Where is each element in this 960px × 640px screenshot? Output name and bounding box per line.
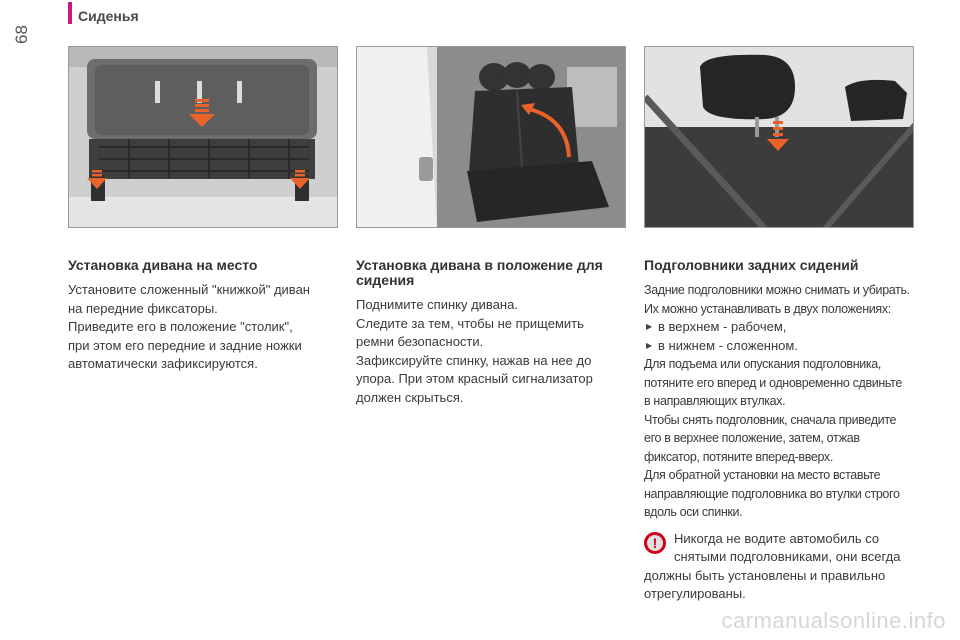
text-line: Зафиксируйте спинку, нажав на нее до [356, 352, 592, 368]
text-line: в направляющих втулках. [644, 394, 786, 408]
column-bench-install [68, 258, 338, 374]
text-line: должен скрыться. [356, 389, 464, 405]
text-line: Установите сложенный "книжкой" диван [68, 282, 310, 297]
text-line: вдоль оси спинки. [644, 505, 743, 519]
text-line: Чтобы снять подголовник, сначала приведите [644, 412, 897, 427]
text-line: автоматически зафиксируются. [68, 356, 258, 371]
text-line: Для подъема или опускания подголовника, [644, 357, 882, 371]
text-line: упора. При этом красный сигнализатор [356, 371, 593, 386]
heading-bench-seating [356, 258, 626, 288]
text-line: Задние подголовники можно снимать и убирать. [644, 283, 910, 297]
heading-headrests: Подголовники задних сидений [644, 257, 859, 273]
page-number: 68 [12, 25, 31, 44]
section-accent-bar [68, 2, 72, 24]
text-line: ремни безопасности. [356, 334, 484, 349]
column-bench-seating [356, 258, 626, 407]
watermark: carmanualsonline.info [721, 608, 946, 633]
section-title: Сиденья [78, 8, 139, 24]
photo-folded-bench [68, 46, 338, 228]
column-headrests [644, 258, 920, 604]
photo-bench-seating [356, 46, 626, 228]
warning-line: отрегулированы. [644, 586, 746, 601]
text-line: направляющие подголовника во втулки строго [644, 486, 900, 501]
text-line: при этом его передние и задние ножки [68, 337, 302, 353]
heading-line: Установка дивана в положение для [356, 257, 603, 273]
warning-icon: ! [644, 532, 666, 554]
heading-bench-install: Установка дивана на место [68, 257, 258, 273]
text-line: Следите за тем, чтобы не прищемить [356, 315, 584, 331]
bullet-item: ▶ в нижнем - сложенном. [644, 337, 920, 356]
warning-line: Никогда не водите автомобиль со [674, 530, 880, 546]
text-line: Их можно устанавливать в двух положениях: [644, 301, 891, 316]
text-line: на передние фиксаторы. [68, 300, 218, 316]
warning-line: должны быть установлены и правильно [644, 567, 886, 583]
warning-note [644, 530, 920, 604]
photo-rear-headrest [644, 46, 914, 228]
text-line: потяните его вперед и одновременно сдвиньте [644, 375, 902, 390]
text-line: фиксатор, потяните вперед-вверх. [644, 449, 833, 464]
text-line: Приведите его в положение "столик", [68, 319, 293, 334]
text-line: Для обратной установки на место вставьте [644, 468, 881, 482]
bullet-item: ▶ в верхнем - рабочем, [644, 318, 920, 337]
text-line: Поднимите спинку дивана. [356, 297, 518, 312]
text-line: его в верхнее положение, затем, отжав [644, 431, 860, 445]
warning-line: снятыми подголовниками, они всегда [674, 549, 901, 564]
heading-line: сидения [356, 272, 415, 288]
